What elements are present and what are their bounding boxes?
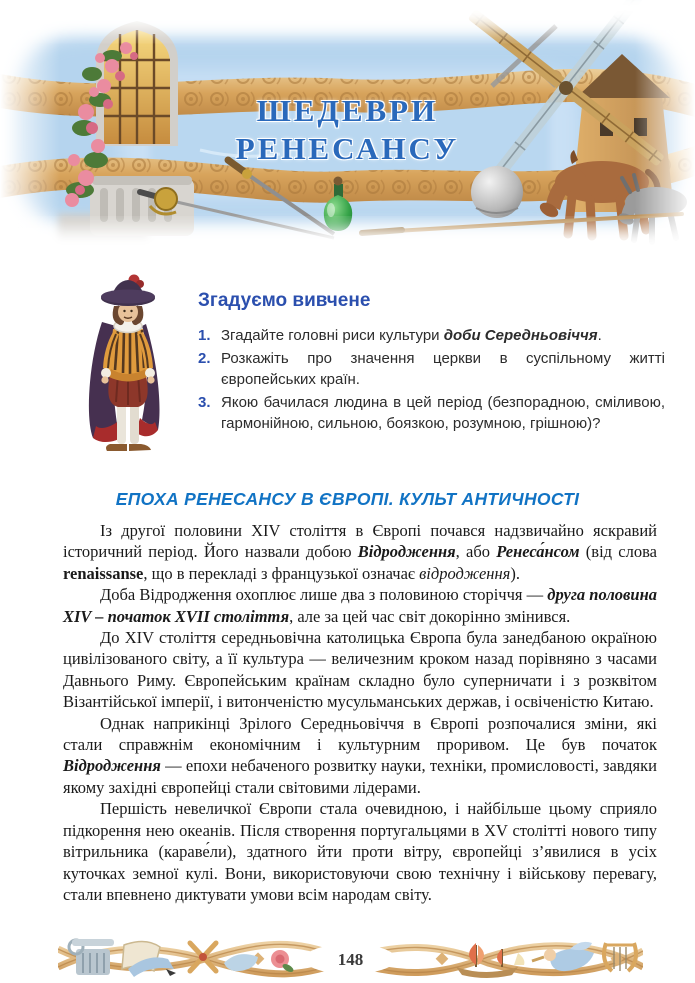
paragraph-3: До XIV століття середньовічна католицька Європа була занедбаною окраїною цивілізованого світу, а її культура — величезним кроком назад порівняно з часами Давнього Риму. Європейським країнам складно було суперничати і з розквітом Візантійської імперії, і витонченістю мусульманських держав, і освіченістю Китаю. bbox=[63, 628, 657, 712]
chapter-title-line2: РЕНЕСАНСУ bbox=[235, 131, 460, 166]
paragraph-5: Першість невеличкої Європи стала очевидною, і найбільше цьому сприяло підкорення нею океанів. Після створення португальцями в XV столітті нового типу вітрильника (караве́ли), здатного йти проти вітру, європейці з’явилися в усіх куточках земної кулі. Вони, використовуючи свою технічну і військову перевагу, стали впевнено диктувати умови всім народам світу. bbox=[63, 799, 657, 904]
chapter-title-line1: ШЕДЕВРИ bbox=[256, 93, 439, 128]
recall-heading: Згадуємо вивчене bbox=[198, 290, 371, 311]
page-footer bbox=[58, 935, 643, 981]
hat bbox=[101, 275, 155, 307]
recall-question-list bbox=[198, 325, 665, 435]
recall-question-3 bbox=[198, 392, 665, 435]
question-text: Якою бачилася людина в цей період (безпорадною, сміливою, гармонійною, сильною, боязкою, розумною, грішною)? bbox=[221, 393, 665, 432]
recall-section bbox=[0, 256, 695, 465]
body-text bbox=[0, 520, 695, 905]
paragraph-2: Доба Відродження охоплює лише два з половиною сторіччя — друга половина XIV – початок XVII століття, але за цей час світ докорінно змінився. bbox=[63, 585, 658, 626]
question-text: Розкажіть про значення церкви в суспільному житті європейських країн. bbox=[221, 349, 665, 388]
question-text: Згадайте головні риси культури доби Середньовіччя. bbox=[221, 327, 602, 344]
page-number: 148 bbox=[337, 950, 364, 969]
question-number: 1. bbox=[198, 327, 211, 344]
paragraph-4: Однак наприкінці Зрілого Середньовіччя в Європі розпочалися зміни, які стали справжнім економічним і культурним проривом. Це був початок Відродження — епохи небаченого розвитку науки, техніки, промисловості, завдяки якому західні європейці стали світовими лідерами. bbox=[63, 713, 657, 797]
section-heading: ЕПОХА РЕНЕСАНСУ В ЄВРОПІ. КУЛЬТ АНТИЧНОСТІ bbox=[115, 489, 580, 509]
question-number: 2. bbox=[198, 349, 211, 367]
paragraph-1: Із другої половини XIV століття в Європі почався надзвичайно яскравий історичний період. Його назвали добою Відродження, або Ренеса́нсом (від слова renaissanse, що в перекладі з французької означає відродження). bbox=[63, 521, 658, 583]
chapter-title bbox=[0, 92, 695, 168]
recall-question-2 bbox=[198, 348, 665, 391]
shoes bbox=[106, 444, 151, 451]
recall-question-1 bbox=[198, 325, 665, 347]
chapter-banner bbox=[0, 0, 695, 256]
renaissance-man-illustration bbox=[72, 268, 184, 465]
recall-content bbox=[198, 266, 665, 465]
question-number: 3. bbox=[198, 393, 211, 411]
